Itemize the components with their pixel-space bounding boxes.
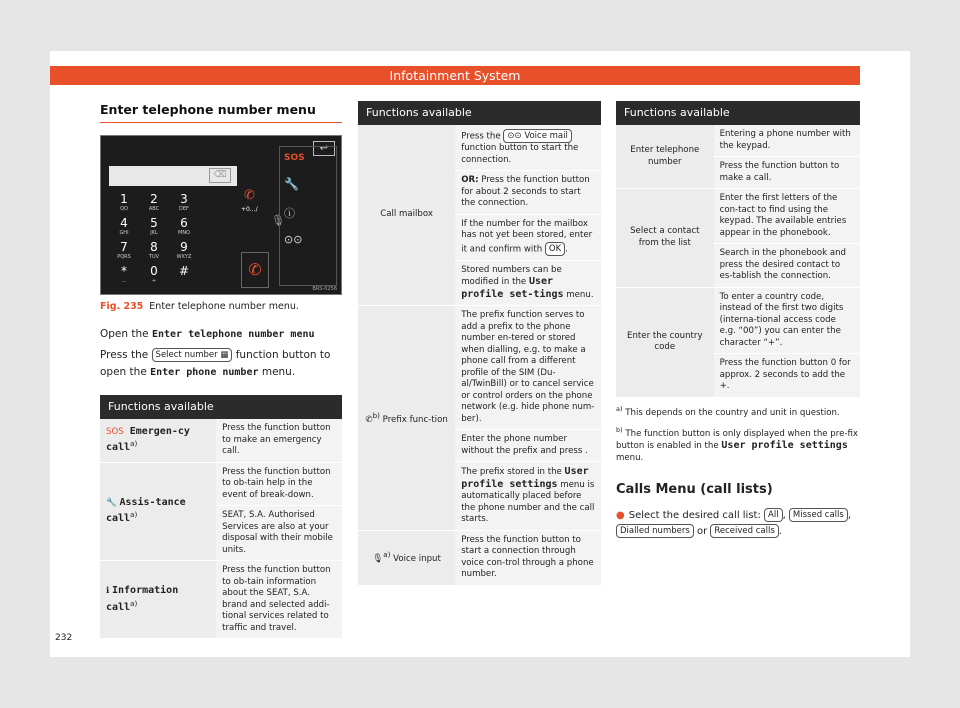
- row-text: Enter the phone number without the prefix and press .: [455, 430, 601, 462]
- footnote-a: [616, 404, 860, 419]
- row-text: Press the function button to ob-tain help in the event of break-down.: [216, 462, 342, 506]
- figure-caption-text: Enter telephone number menu.: [149, 301, 299, 312]
- text: Select the desired call list:: [628, 510, 765, 522]
- row-text: [455, 260, 601, 306]
- phone-screen-figure: [100, 135, 342, 295]
- table-row: [100, 419, 342, 462]
- microphone-icon: 🎙: [372, 554, 384, 565]
- row-text: Search in the phonebook and press the desired contact to es-tablish the connection.: [714, 244, 860, 288]
- info-icon: ⓘ: [284, 207, 295, 220]
- row-text: To enter a country code, instead of the first two digits (interna-tional access code e.g. “00”) you can enter the character “+”.: [714, 287, 860, 354]
- function-name: Emergen-cy call: [106, 425, 190, 454]
- row-label: Call mailbox: [358, 125, 455, 306]
- keypad-key: [169, 216, 199, 236]
- key-number: 9: [180, 240, 188, 254]
- keypad-key: [109, 192, 139, 212]
- text: .: [565, 244, 568, 254]
- key-letters: MNO: [178, 230, 190, 236]
- figure-caption: [100, 301, 342, 312]
- row-text: SEAT, S.A. Authorised Services are also at your disposal with their mobile units.: [216, 506, 342, 561]
- key-number: 7: [120, 240, 128, 254]
- text: Press the: [100, 349, 152, 361]
- menu-name: User profile settings: [721, 440, 848, 452]
- key-letters: GHI: [119, 230, 129, 236]
- row-text: Press the function button to make a call.: [714, 157, 860, 189]
- footnote-marker: b): [616, 425, 623, 434]
- text: Press the function button for about 2 seconds to start the connection.: [461, 175, 590, 208]
- prefix-label: +0.../: [241, 206, 258, 213]
- text: menu.: [258, 366, 296, 378]
- call-icon: ✆: [241, 252, 269, 288]
- keypad-key: [109, 216, 139, 236]
- row-label: Enter telephone number: [616, 125, 714, 189]
- key-number: 0: [150, 264, 158, 278]
- sos-label: SOS: [106, 426, 124, 437]
- key-number: 4: [120, 216, 128, 230]
- footnote-text: The function button is only displayed when the pre-fix button is enabled in the: [616, 428, 858, 452]
- functions-table-1: [100, 395, 342, 639]
- key-number: 1: [120, 192, 128, 206]
- function-name: Assis-tance call: [106, 496, 186, 525]
- key-number: 2: [150, 192, 158, 206]
- footnote-marker: a): [616, 404, 623, 413]
- key-letters: ...: [121, 278, 127, 284]
- text: function button to: [232, 349, 331, 361]
- table-row: [616, 125, 860, 157]
- bullet-icon: ●: [616, 510, 625, 522]
- side-panel: [279, 146, 337, 286]
- voice-mail-button[interactable]: [503, 129, 572, 143]
- key-letters: DEF: [179, 206, 189, 212]
- footnote-text: This depends on the country and unit in question.: [625, 407, 840, 418]
- menu-name: Enter phone number: [150, 367, 259, 378]
- text: The prefix stored in the: [461, 467, 565, 477]
- key-letters: ABC: [148, 206, 160, 212]
- function-name: Voice input: [393, 554, 441, 565]
- button-label: Voice mail: [524, 131, 568, 141]
- key-number: #: [178, 264, 190, 278]
- column-left: [100, 100, 342, 639]
- row-text: The prefix function serves to add a prefix to the phone number en-tered or stored when dialling, e.g. to make a phone call from a different profile of the SIM (Du-al/TwinBill) or to cancel service or control orders on the phone network (e.g. hide phone num-ber).: [455, 306, 601, 430]
- select-number-button[interactable]: [152, 348, 233, 362]
- missed-calls-button[interactable]: Missed calls: [789, 508, 848, 522]
- keypad-key: [109, 240, 139, 260]
- key-letters: PQRS: [117, 254, 131, 260]
- menu-name: Enter telephone number menu: [151, 329, 315, 340]
- ok-button[interactable]: OK: [545, 242, 565, 256]
- function-name: Information call: [106, 585, 179, 613]
- row-text: Press the function button to ob-tain information about the SEAT, S.A. brand and selected addi-tional services related to traffic and travel.: [216, 561, 342, 639]
- text: or: [693, 526, 711, 538]
- row-text: [455, 125, 601, 171]
- functions-table-2: [358, 125, 601, 586]
- table-row: [100, 462, 342, 506]
- all-button[interactable]: All: [764, 508, 783, 522]
- dialled-numbers-button[interactable]: Dialled numbers: [616, 524, 694, 538]
- row-text: Entering a phone number with the keypad.: [714, 125, 860, 157]
- footnote-text: menu.: [616, 452, 644, 463]
- table-title: Functions available: [616, 101, 860, 125]
- voicemail-icon: ⊙⊙: [284, 233, 303, 246]
- backspace-icon: ⌫: [209, 168, 231, 183]
- function-name: Prefix func-tion: [382, 414, 448, 425]
- footnote-ref: a): [130, 510, 138, 520]
- row-label: [100, 419, 216, 462]
- column-right: [616, 101, 860, 540]
- key-number: 5: [150, 216, 158, 230]
- table-row: [616, 287, 860, 354]
- keypad-key: [139, 192, 169, 212]
- keypad-key: [139, 240, 169, 260]
- page-number: 232: [55, 633, 73, 643]
- table-row: [358, 530, 601, 585]
- footnote-ref: a): [130, 598, 138, 608]
- row-label: Enter the country code: [616, 287, 714, 397]
- text: Press the: [461, 131, 504, 142]
- text: open the: [100, 366, 151, 378]
- sos-label: SOS: [284, 153, 305, 163]
- text: If the number for the mailbox has not yet been stored, enter it and confirm with: [461, 218, 593, 254]
- microphone-icon: 🎙: [271, 214, 285, 227]
- keypad-key: [169, 264, 199, 278]
- back-icon: ↩: [313, 141, 335, 156]
- key-number: *: [121, 264, 127, 278]
- keypad-key: [139, 216, 169, 236]
- row-label: [100, 462, 216, 561]
- key-letters: +: [151, 278, 157, 284]
- info-icon: ℹ: [106, 586, 110, 597]
- keypad-key: [139, 264, 169, 284]
- functions-table-3: [616, 125, 860, 398]
- figure-code: BRS-0256: [312, 286, 337, 292]
- received-calls-button[interactable]: Received calls: [710, 524, 778, 538]
- keypad-key: [169, 192, 199, 212]
- table-row: [100, 561, 342, 639]
- text: Open the: [100, 328, 152, 340]
- row-text: Press the function button to start a connection through voice con-trol through a phone number.: [455, 530, 601, 585]
- menu-name: User profile set-tings: [461, 276, 564, 300]
- section-title: Calls Menu (call lists): [616, 482, 773, 498]
- footnote-ref: b): [372, 410, 380, 420]
- footnote-b: [616, 425, 860, 464]
- text: OR:: [461, 175, 479, 185]
- intro-line-1: [100, 326, 342, 343]
- intro-line-2: [100, 347, 342, 381]
- column-middle: [358, 101, 601, 586]
- wrench-icon: 🔧: [284, 177, 299, 191]
- table-title: Functions available: [100, 395, 342, 419]
- keypad-key: [109, 264, 139, 284]
- key-number: 8: [150, 240, 158, 254]
- menu-name: User profile settings: [461, 466, 589, 490]
- row-text: [455, 171, 601, 215]
- button-label: Select number: [155, 350, 218, 360]
- key-letters: JKL: [150, 230, 158, 236]
- key-number: 6: [180, 216, 188, 230]
- row-text: [455, 462, 601, 531]
- prefix-phone-icon: ✆: [244, 188, 255, 203]
- text: function button to start the connection.: [461, 143, 579, 165]
- table-title: Functions available: [358, 101, 601, 125]
- table-row: [358, 306, 601, 430]
- row-text: Enter the first letters of the con-tact to find using the keypad. The available entries appear in the phonebook.: [714, 189, 860, 244]
- table-row: [358, 125, 601, 171]
- row-text: [455, 214, 601, 260]
- text: menu.: [563, 289, 594, 300]
- wrench-icon: 🔧: [106, 497, 117, 508]
- prefix-phone-icon: ✆: [365, 414, 373, 425]
- section-title: Enter telephone number menu: [100, 102, 342, 123]
- key-number: 3: [180, 192, 188, 206]
- row-text: Press the function button 0 for approx. 2 seconds to add the +.: [714, 354, 860, 398]
- row-text: Press the function button to make an emergency call.: [216, 419, 342, 462]
- keypad-key: [169, 240, 199, 260]
- row-label: [358, 530, 455, 585]
- row-label: [358, 306, 455, 531]
- footnote-ref: a): [130, 439, 138, 449]
- text: menu is automatically placed before the phone number and the call starts.: [461, 479, 595, 524]
- figure-number: Fig. 235: [100, 301, 144, 312]
- voicemail-icon: ⊙⊙: [507, 131, 522, 141]
- bullet-item: ● Select the desired call list: All , Missed calls , Dialled numbers or Received calls .: [616, 510, 852, 538]
- text: Stored numbers can be modified in the: [461, 264, 562, 287]
- row-label: Select a contact from the list: [616, 189, 714, 288]
- row-label: [100, 561, 216, 639]
- key-letters: TUV: [148, 254, 160, 260]
- key-letters: QO: [120, 206, 128, 212]
- table-row: [616, 189, 860, 244]
- keypad-icon: ▦: [220, 350, 229, 360]
- page-header: Infotainment System: [50, 66, 860, 85]
- footnote-ref: a): [383, 550, 391, 560]
- key-letters: WXYZ: [176, 254, 192, 260]
